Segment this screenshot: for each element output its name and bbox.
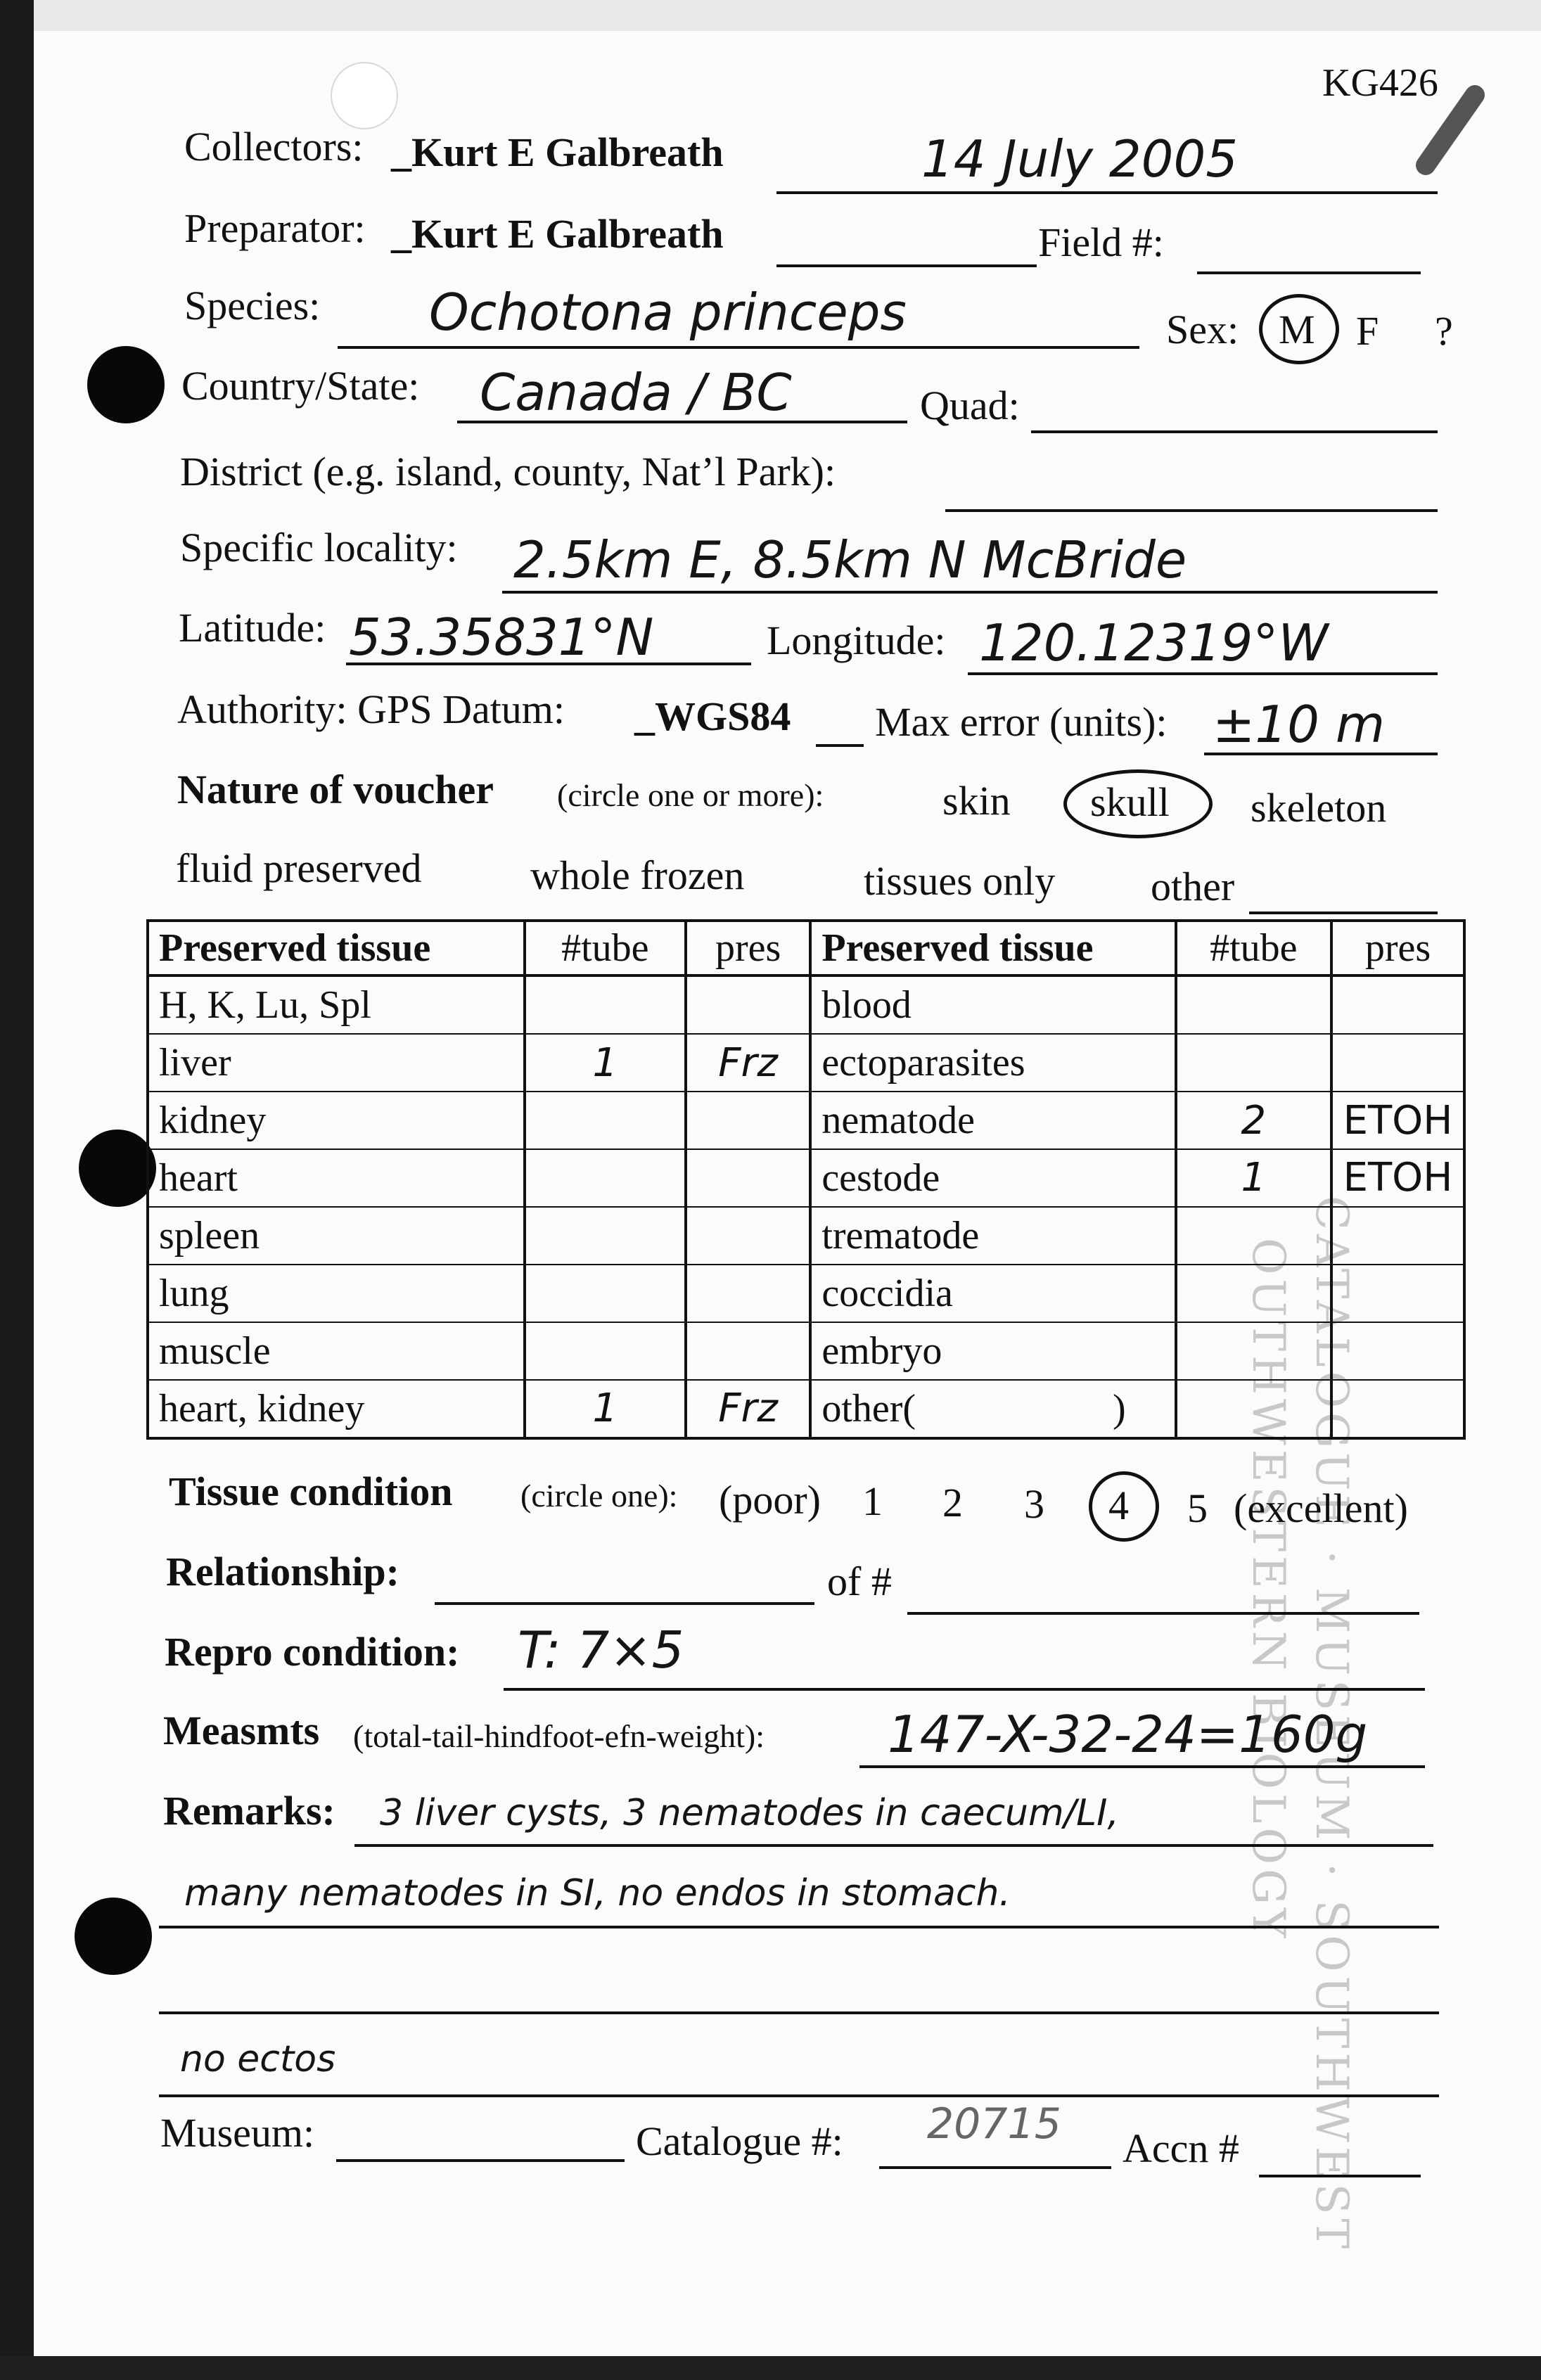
column-header: pres (686, 921, 810, 975)
max-error-label: Max error (units): (875, 699, 1168, 745)
column-header: Preserved tissue (810, 921, 1175, 975)
museum-label: Museum: (160, 2110, 315, 2156)
voucher-option-tissues[interactable]: tissues only (864, 858, 1056, 904)
tissue-name: lung (148, 1265, 525, 1322)
measurements-value[interactable]: 147-X-32-24=160g (888, 1705, 1368, 1764)
district-label: District (e.g. island, county, Nat’l Park): (180, 449, 836, 494)
tube-count[interactable] (525, 1149, 686, 1207)
condition-label: Tissue condition (169, 1469, 453, 1514)
preservation[interactable] (686, 1322, 810, 1380)
remarks-label: Remarks: (163, 1788, 335, 1834)
repro-line (504, 1688, 1425, 1691)
quad-line[interactable] (1031, 430, 1438, 433)
remarks-line-2 (159, 1926, 1439, 1928)
preservation[interactable]: ETOH (1331, 1092, 1464, 1149)
tissue-name: kidney (148, 1092, 525, 1149)
scan-left-edge (0, 0, 34, 2380)
collectors-value[interactable]: _Kurt E Galbreath (391, 129, 724, 175)
voucher-option-other[interactable]: other (1151, 864, 1235, 909)
preservation[interactable] (686, 1265, 810, 1322)
table-row (148, 1380, 1464, 1438)
tissue-name: cestode (810, 1149, 1175, 1207)
tissue-name: embryo (810, 1322, 1175, 1380)
sex-label: Sex: (1166, 307, 1239, 352)
quad-label: Quad: (920, 383, 1020, 428)
longitude-value[interactable]: 120.12319°W (979, 613, 1329, 672)
condition-note: (circle one): (520, 1478, 678, 1514)
column-header: Preserved tissue (148, 921, 525, 975)
form-id: KG426 (1322, 61, 1438, 105)
tube-count[interactable] (525, 1265, 686, 1322)
table-row (148, 1207, 1464, 1265)
tissue-name: blood (810, 975, 1175, 1034)
longitude-line (968, 672, 1438, 675)
table-row (148, 1034, 1464, 1092)
remarks-text-1[interactable]: 3 liver cysts, 3 nematodes in caecum/LI, (380, 1792, 1120, 1834)
accn-label: Accn # (1123, 2125, 1239, 2171)
scan-top-edge (0, 0, 1541, 31)
measurements-label: Measmts (163, 1708, 320, 1753)
tube-count[interactable] (1176, 1207, 1331, 1265)
country-label: Country/State: (181, 363, 420, 409)
country-value[interactable]: Canada / BC (480, 363, 792, 422)
tube-count[interactable] (1176, 1380, 1331, 1438)
latitude-label: Latitude: (179, 605, 326, 651)
remarks-line-1 (354, 1844, 1433, 1847)
condition-option-5[interactable]: 5 (1187, 1485, 1208, 1531)
repro-label: Repro condition: (165, 1629, 460, 1675)
repro-value[interactable]: T: 7×5 (518, 1620, 684, 1680)
preservation[interactable] (1331, 1322, 1464, 1380)
longitude-label: Longitude: (767, 618, 946, 663)
field-number-line[interactable] (1197, 271, 1421, 274)
sex-option-unknown[interactable]: ? (1435, 308, 1453, 354)
preservation[interactable] (1331, 1265, 1464, 1322)
locality-value[interactable]: 2.5km E, 8.5km N McBride (513, 530, 1187, 589)
tube-count[interactable] (1176, 1322, 1331, 1380)
latitude-value[interactable]: 53.35831°N (349, 608, 654, 667)
tissue-name: other( ) (810, 1380, 1175, 1438)
accn-line[interactable] (1259, 2175, 1421, 2177)
remarks-text-4[interactable]: no ectos (180, 2038, 336, 2080)
column-header: #tube (1176, 921, 1331, 975)
preservation[interactable]: ETOH (1331, 1149, 1464, 1207)
species-value[interactable]: Ochotona princeps (429, 283, 907, 342)
preservation[interactable] (1331, 975, 1464, 1034)
relationship-of-line[interactable] (907, 1612, 1419, 1615)
scan-bottom-edge (0, 2356, 1541, 2380)
tube-count[interactable] (1176, 1265, 1331, 1322)
species-label: Species: (184, 283, 321, 328)
remarks-text-2[interactable]: many nematodes in SI, no endos in stomach. (184, 1872, 1011, 1914)
tissue-name: nematode (810, 1092, 1175, 1149)
tube-count[interactable] (525, 975, 686, 1034)
preservation[interactable] (1331, 1380, 1464, 1438)
tube-count[interactable]: 1 (1176, 1149, 1331, 1207)
voucher-label: Nature of voucher (177, 767, 494, 812)
tissue-name: heart, kidney (148, 1380, 525, 1438)
locality-label: Specific locality: (180, 525, 458, 570)
preservation[interactable] (1331, 1207, 1464, 1265)
preservation[interactable] (1331, 1034, 1464, 1092)
tube-count[interactable]: 1 (525, 1034, 686, 1092)
condition-option-1[interactable]: 1 (862, 1478, 883, 1524)
condition-option-3[interactable]: 3 (1024, 1481, 1044, 1527)
locality-line (502, 591, 1438, 594)
relationship-label: Relationship: (166, 1549, 399, 1594)
tissue-name: heart (148, 1149, 525, 1207)
binder-hole-icon (79, 1130, 156, 1207)
remarks-line-3 (159, 2011, 1439, 2014)
faded-stamp-icon: CATALOGUE · MUSEUM · SOUTHWEST (1305, 1196, 1357, 2253)
tube-count[interactable]: 2 (1176, 1092, 1331, 1149)
column-header: #tube (525, 921, 686, 975)
authority-label: Authority: GPS Datum: (177, 686, 565, 732)
binder-hole-icon (75, 1898, 152, 1975)
preparator-value[interactable]: _Kurt E Galbreath (391, 211, 724, 257)
relationship-of-label: of # (827, 1559, 892, 1604)
voucher-option-skin[interactable]: skin (942, 778, 1011, 824)
preparator-label: Preparator: (184, 205, 366, 251)
tube-count[interactable] (1176, 1034, 1331, 1092)
preserved-tissue-table (146, 919, 1466, 1440)
tissue-name: muscle (148, 1322, 525, 1380)
tissue-name: coccidia (810, 1265, 1175, 1322)
measurements-note: (total-tail-hindfoot-efn-weight): (353, 1718, 765, 1754)
preservation[interactable] (686, 1207, 810, 1265)
voucher-note: (circle one or more): (557, 777, 824, 813)
voucher-option-fluid[interactable]: fluid preserved (176, 845, 422, 891)
table-header-row (148, 921, 1464, 975)
faded-stamp-icon: OUTHWESTERN BIOLOGY (1242, 1238, 1294, 1943)
datum-value[interactable]: _WGS84 (634, 693, 791, 739)
table-row (148, 1322, 1464, 1380)
sex-option-m[interactable]: M (1279, 307, 1315, 352)
species-line (338, 346, 1139, 349)
punch-hole-top-icon (331, 62, 398, 129)
tube-count[interactable] (525, 1092, 686, 1149)
table-row (148, 975, 1464, 1034)
tissue-name: trematode (810, 1207, 1175, 1265)
preservation[interactable] (686, 975, 810, 1034)
datum-line (816, 744, 864, 747)
voucher-other-line[interactable] (1249, 911, 1438, 914)
condition-option-2[interactable]: 2 (942, 1480, 963, 1525)
tube-count[interactable] (1176, 975, 1331, 1034)
field-number-label: Field #: (1038, 219, 1164, 265)
tissue-name: ectoparasites (810, 1034, 1175, 1092)
preservation[interactable]: Frz (686, 1380, 810, 1438)
table-row (148, 1149, 1464, 1207)
district-line[interactable] (945, 509, 1438, 512)
measurements-line (859, 1765, 1425, 1768)
tissue-name: H, K, Lu, Spl (148, 975, 525, 1034)
tissue-name: spleen (148, 1207, 525, 1265)
catalogue-line (879, 2166, 1111, 2169)
table-row (148, 1265, 1464, 1322)
condition-option-4[interactable]: 4 (1108, 1483, 1129, 1528)
voucher-option-frozen[interactable]: whole frozen (530, 852, 745, 898)
collectors-line (776, 191, 1438, 194)
table-row (148, 1092, 1464, 1149)
tube-count[interactable] (525, 1322, 686, 1380)
max-error-value[interactable]: ±10 m (1213, 695, 1385, 754)
preparator-line (776, 264, 1037, 267)
catalogue-value[interactable]: 20715 (927, 2099, 1061, 2149)
preservation[interactable] (686, 1092, 810, 1149)
preservation[interactable]: Frz (686, 1034, 810, 1092)
preservation[interactable] (686, 1149, 810, 1207)
catalogue-label: Catalogue #: (636, 2118, 843, 2164)
tube-count[interactable] (525, 1207, 686, 1265)
tissue-name: liver (148, 1034, 525, 1092)
binder-hole-icon (87, 346, 165, 423)
collection-date[interactable]: 14 July 2005 (921, 129, 1239, 188)
relationship-line[interactable] (435, 1602, 814, 1605)
condition-excellent: (excellent) (1234, 1485, 1408, 1531)
column-header: pres (1331, 921, 1464, 975)
voucher-option-skeleton[interactable]: skeleton (1251, 785, 1387, 831)
condition-poor: (poor) (719, 1477, 821, 1523)
museum-line[interactable] (336, 2159, 625, 2162)
voucher-option-skull[interactable]: skull (1090, 779, 1170, 825)
collectors-label: Collectors: (184, 124, 364, 169)
sex-option-f[interactable]: F (1356, 308, 1379, 354)
remarks-line-4 (159, 2094, 1439, 2097)
tube-count[interactable]: 1 (525, 1380, 686, 1438)
